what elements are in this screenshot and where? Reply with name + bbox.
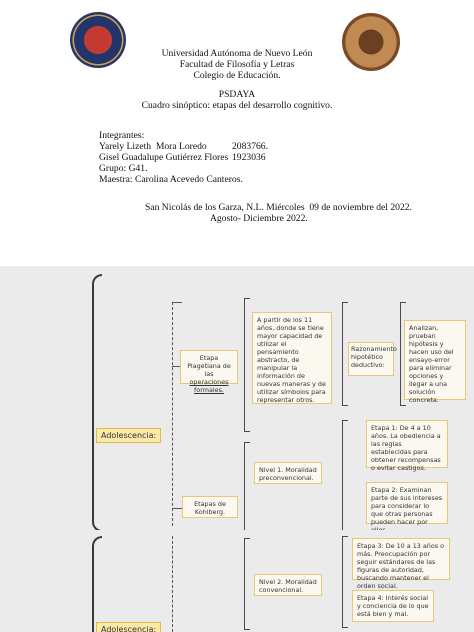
piaget-description: A partir de los 11 años, donde se tiene mayor capacidad de utilizar el pensamiento abstracto, de manipular la información de nuevas maneras y de utilizar símbolos para representar otros. [252, 312, 332, 404]
adolescencia-label-2: Adolescencia: [96, 622, 161, 632]
level-2-bracket [244, 538, 250, 630]
synoptic-chart-page-2 [0, 530, 474, 632]
dashed-connector-2 [172, 536, 173, 632]
reasoning-note: Razonamiento hipotético deductivo: [348, 342, 394, 376]
place-date: San Nicolás de los Garza, N.L. Miércoles 09 de noviembre del 2022. [145, 202, 412, 213]
course-name: PSDAYA [218, 89, 256, 100]
members-label: Integrantes: [99, 130, 145, 141]
level-1-bracket [342, 420, 348, 536]
kohlberg-note: Etapas de Kohlberg. [182, 496, 238, 518]
level-2-note: Nivel 2. Moralidad convencional. [254, 574, 322, 596]
teacher: Maestra: Carolina Acevedo Canteros. [99, 174, 243, 185]
faculty-name: Facultad de Filosofía y Letras [179, 59, 295, 70]
level-1-note: Nivel 1. Moralidad preconvencional. [254, 462, 322, 484]
adolescencia-label: Adolescencia: [96, 428, 161, 443]
level-2-stages-bracket [342, 536, 348, 628]
kohlberg-bracket [244, 442, 250, 538]
member-1-name: Yarely Lizeth Mora Loredo [99, 141, 207, 152]
piaget-bracket [244, 298, 250, 432]
second-brace [92, 536, 102, 632]
document-subtitle: Cuadro sinóptico: etapas del desarrollo cognitivo. [141, 100, 333, 111]
college-name: Colegio de Educación. [193, 70, 281, 81]
university-name: Universidad Autónoma de Nuevo León [161, 48, 313, 59]
member-1-id: 2083766. [232, 141, 268, 152]
period: Agosto- Diciembre 2022. [210, 213, 308, 224]
dashed-connector [172, 302, 173, 526]
member-2-name: Gisel Guadalupe Gutiérrez Flores [99, 152, 229, 163]
group: Grupo: G41. [99, 163, 148, 174]
stage-4-note: Etapa 4: Interés social y conciencia de lo que está bien y mal. [352, 590, 434, 622]
stage-2-note: Etapa 2: Examinan parte de sus intereses para considerar lo que otras personas pueden hacer por [366, 482, 448, 524]
member-2-id: 1923036 [232, 152, 266, 163]
cover-page [0, 0, 474, 258]
main-brace [92, 274, 102, 532]
stage-3-note: Etapa 3: De 10 a 13 años o más. Preocupación por seguir estándares de las figuras de autoridad, buscando mantener el orden social. [352, 538, 450, 580]
reasoning-description: Analizan, prueban hipótesis y hacen uso del ensayo-error para eliminar opciones y llegar a una solución concreta. [404, 320, 466, 400]
piaget-stage-note: Etapa Piagetiana de las operaciones formales. [180, 350, 238, 384]
stage-1-note: Etapa 1: De 4 a 10 años. La obediencia a las reglas establecidas para obtener recompensas o evitar castigos. [366, 420, 448, 468]
